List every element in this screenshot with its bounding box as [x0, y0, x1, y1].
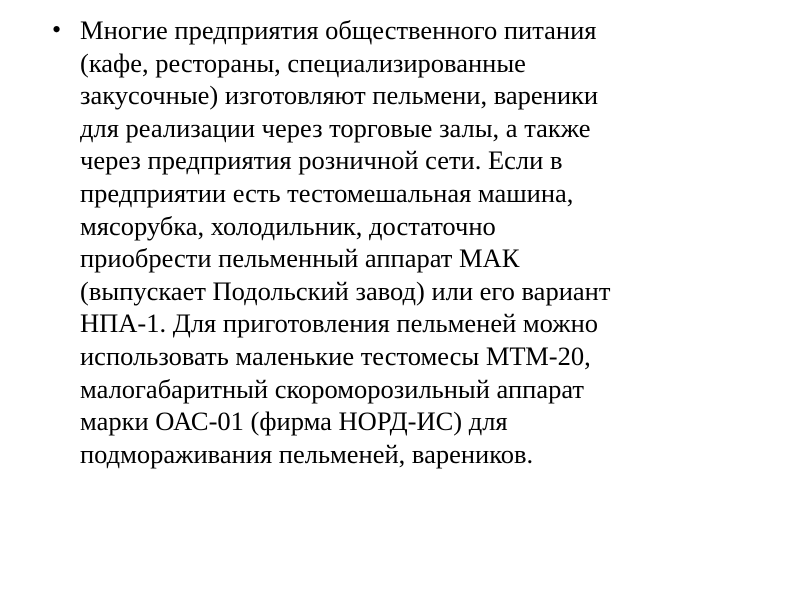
text-line: НПА-1. Для приготовления пельменей можно: [80, 308, 599, 339]
text-line: малогабаритный скороморозильный аппарат: [80, 373, 584, 404]
text-line: предприятии есть тестомешальная машина,: [80, 177, 574, 208]
text-line: марки ОАС-01 (фирма НОРД-ИС) для: [80, 406, 508, 437]
text-line: Многие предприятия общественного питания: [80, 15, 597, 45]
text-line: использовать маленькие тестомесы МТМ-20,: [80, 340, 591, 371]
text-line: (выпускает Подольский завод) или его вариант: [80, 275, 611, 306]
paragraph-text: [80, 14, 610, 470]
text-line: подмораживания пельменей, вареников.: [80, 438, 534, 469]
bullet-list: [52, 14, 752, 470]
text-line: закусочные) изготовляют пельмени, вареники: [80, 80, 599, 111]
text-line: мясорубка, холодильник, достаточно: [80, 210, 496, 241]
text-line: для реализации через торговые залы, а также: [80, 112, 591, 143]
text-line: через предприятия розничной сети. Если в: [80, 145, 563, 176]
text-line: (кафе, рестораны, специализированные: [80, 47, 526, 78]
bullet-item: [52, 14, 752, 470]
text-line: приобрести пельменный аппарат МАК: [80, 243, 520, 274]
bullet-dot-icon: •: [52, 15, 62, 44]
